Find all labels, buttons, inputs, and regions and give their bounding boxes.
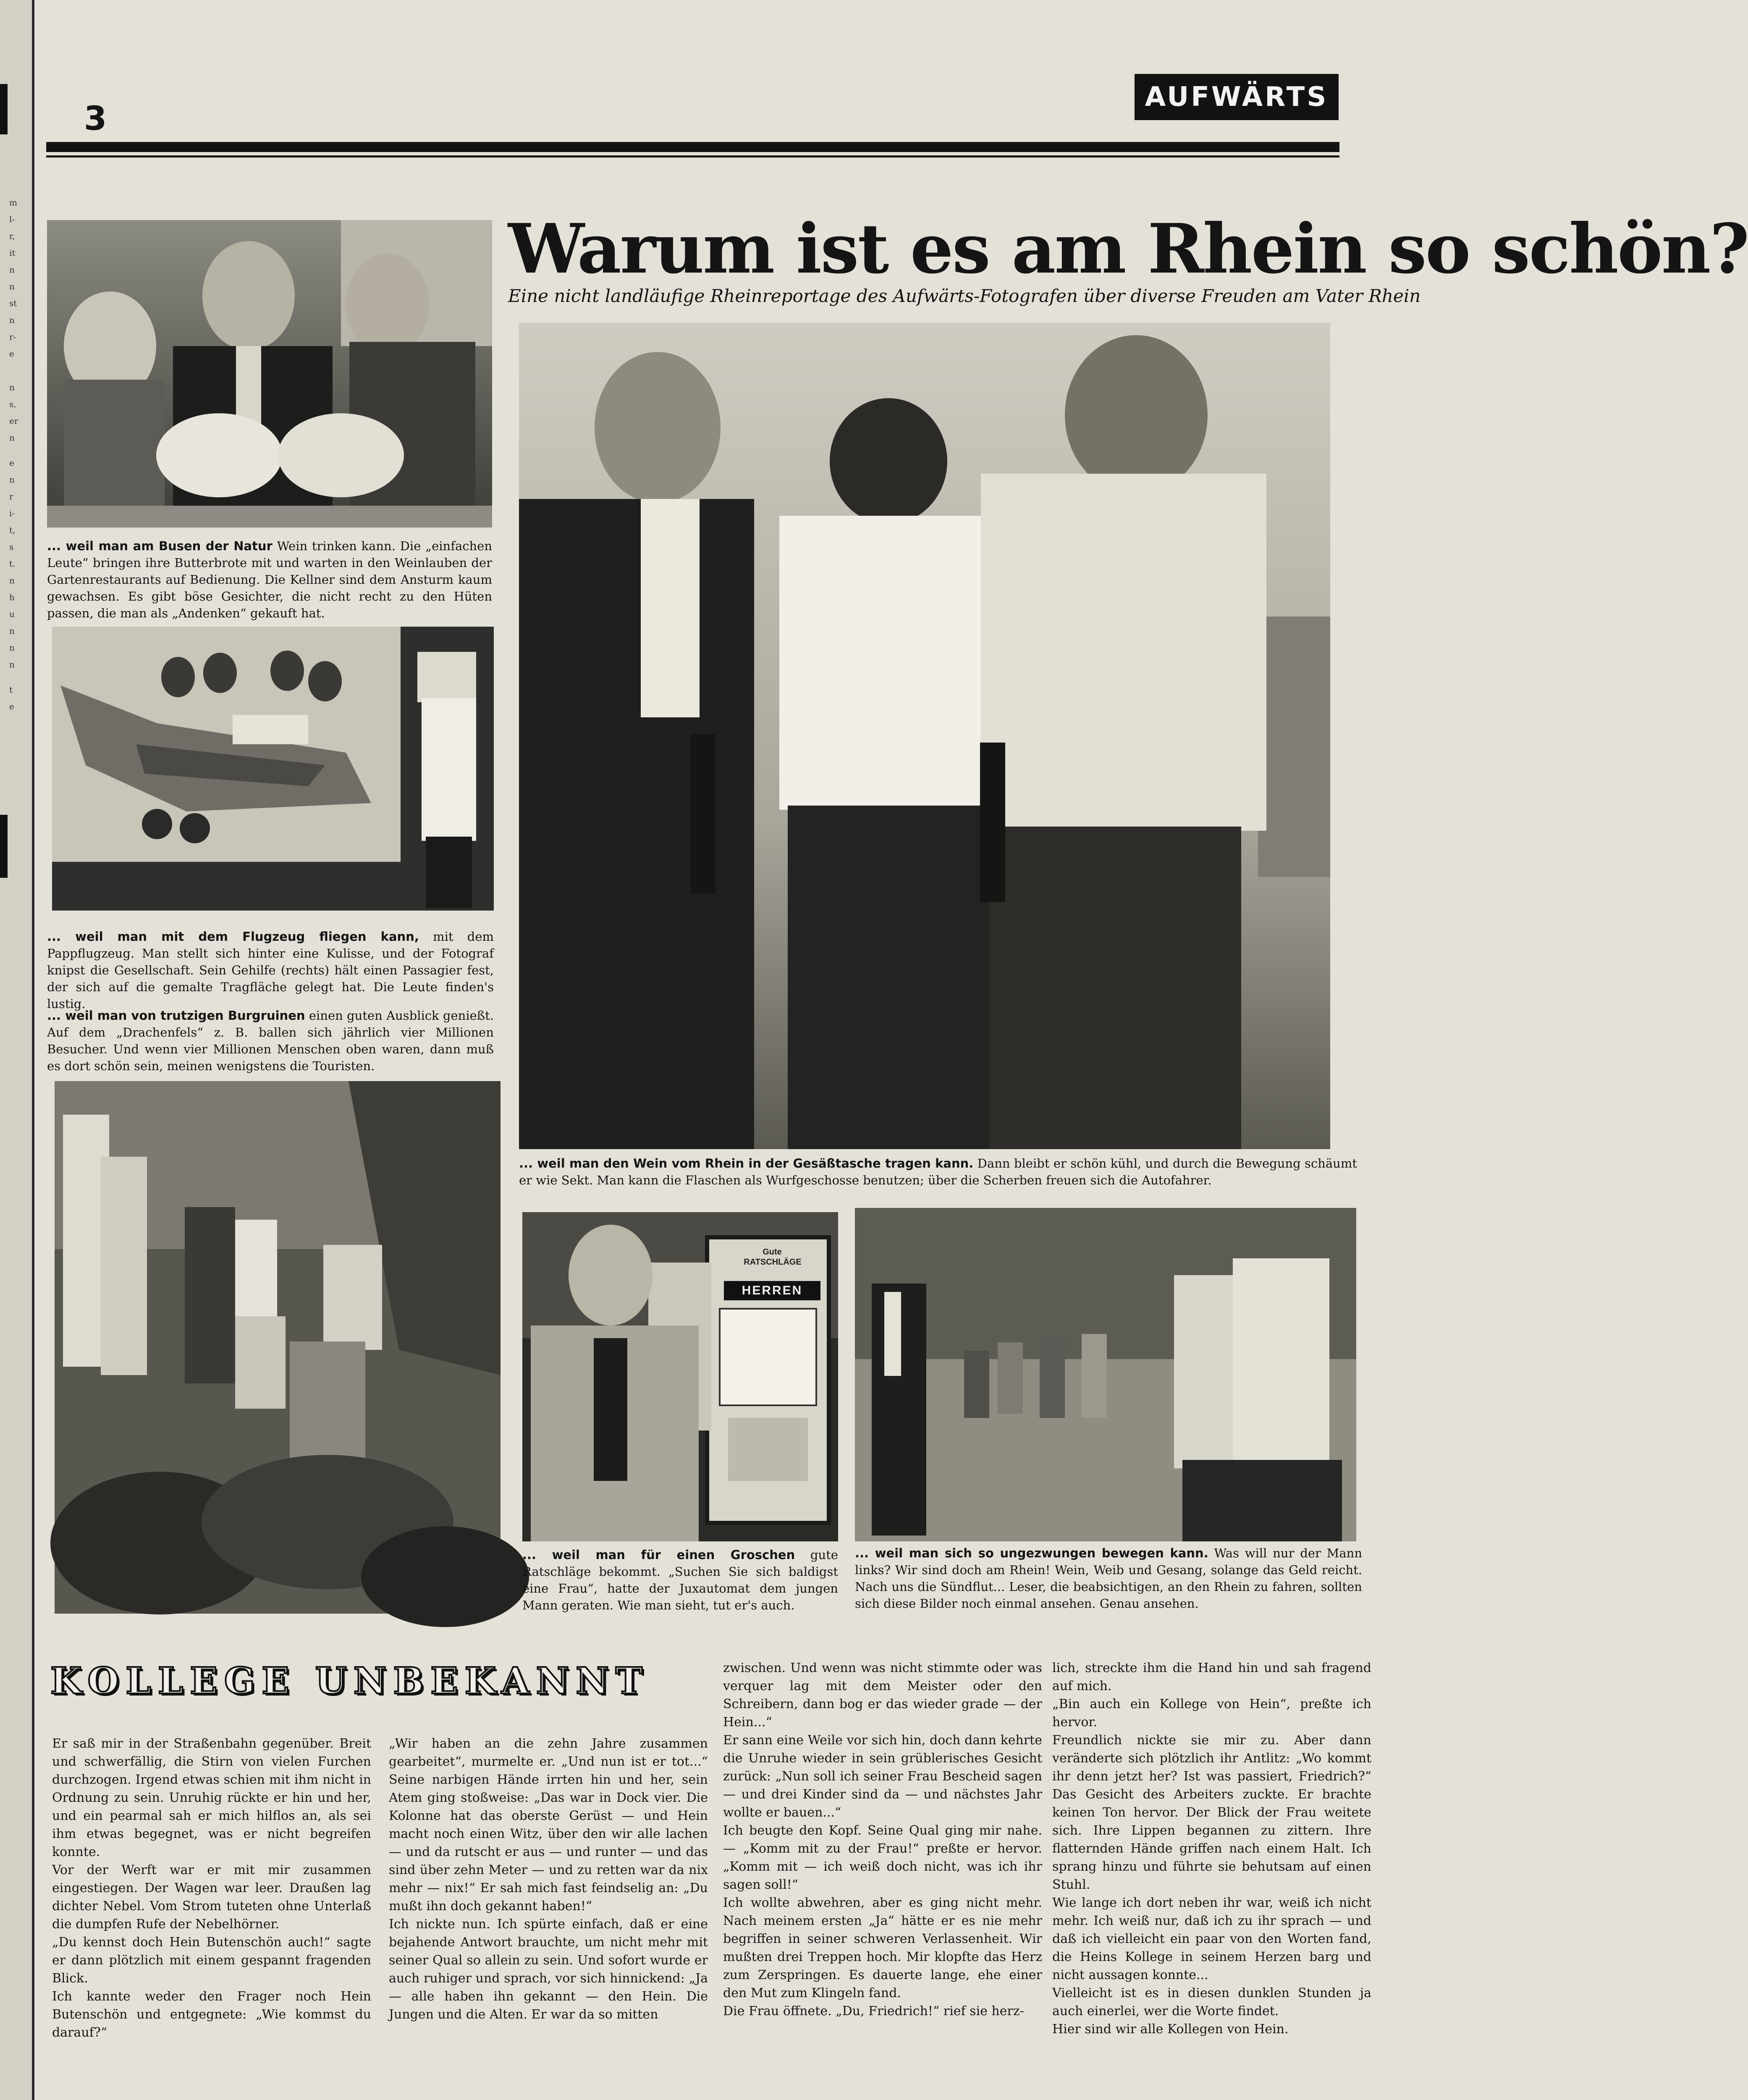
neighbor-fragment: t, <box>9 525 16 535</box>
caption-lead: ... weil man mit dem Flugzeug fliegen kann, <box>47 929 419 944</box>
neighbor-fragment: n <box>9 315 15 325</box>
neighbor-bar <box>0 815 8 878</box>
header-rule <box>46 155 1339 158</box>
neighbor-fragment: r, <box>9 231 15 241</box>
story-paragraph: Ich wollte abwehren, aber es ging nicht mehr. Nach meinem ersten „Ja“ hätte er es nie mehr begriffen in seiner schweren Verlassenheit. Wir mußten drei Treppen hoch. Mir klopfte das Herz zum Zerspringen. Es dauerte lange, ehe einer den Mut zum Klingeln fand. <box>723 1895 1042 2000</box>
caption-text: Was will nur der Mann links? Wir sind doch am Rhein! Wein, Weib und Gesang, solange das Geld reicht. Nach uns die Sündflut... Leser, die beabsichtigen, an den Rhein zu fahren, sollten sich diese Bilder noch einmal ansehen. Genau ansehen. <box>855 1546 1363 1611</box>
neighbor-fragment: m <box>9 197 17 207</box>
sign-text-gute: Gute <box>763 1247 782 1257</box>
caption-lead: ... weil man für einen Groschen <box>522 1548 795 1562</box>
caption-groschen <box>522 1546 838 1614</box>
neighbor-fragment: r- <box>9 332 16 342</box>
story-paragraph: Er sann eine Weile vor sich hin, doch dann kehrte die Unruhe wieder in sein grüblerisches Gesicht zurück: „Nun soll ich seiner Frau Bescheid sagen — und drei Kinder sind da — und nächstes Jahr wollte er bauen...“ <box>723 1733 1042 1820</box>
neighbor-fragment: n <box>9 575 15 585</box>
story-paragraph: Wie lange ich dort neben ihr war, weiß ich nicht mehr. Ich weiß nur, daß ich zu ihr sprach — und daß ich vielleicht ein paar von den Worten fand, die Heins Kollege in seinem Herzen barg und nicht aussagen konnte... <box>1052 1895 1371 1982</box>
neighbor-page-edge <box>0 0 34 2100</box>
caption-text: mit dem Pappflugzeug. Man stellt sich hinter eine Kulisse, und der Fotograf knipst die Gesellschaft. Sein Gehilfe (rechts) hält einen Passagier fest, der sich auf die gemalte Tragfläche gelegt hat. Die Leute finden's lustig. <box>47 929 494 1011</box>
neighbor-fragment: st <box>9 298 17 308</box>
neighbor-fragment: it <box>9 248 16 258</box>
neighbor-fragment: n <box>9 659 15 669</box>
story-paragraph: zwischen. Und wenn was nicht stimmte oder was verquer lag mit dem Meister oder den Schreibern, dann bog er das wieder grade — der Hein...“ <box>723 1661 1042 1730</box>
caption-text: Dann bleibt er schön kühl, und durch die Bewegung schäumt er wie Sekt. Man kann die Flaschen als Wurfgeschosse benutzen; über die Scherben freuen sich die Autofahrer. <box>519 1156 1357 1187</box>
story-column-2 <box>389 1735 708 2024</box>
neighbor-fragment: n <box>9 265 15 275</box>
caption-lead: ... weil man den Wein vom Rhein in der Gesäßtasche tragen kann. <box>519 1156 974 1171</box>
neighbor-fragment: r <box>9 491 13 501</box>
neighbor-bar <box>0 84 8 134</box>
photo-family-with-hats <box>47 220 492 528</box>
story-paragraph: Hier sind wir alle Kollegen von Hein. <box>1052 2022 1289 2037</box>
neighbor-fragment: n <box>9 626 15 636</box>
photo-boy-at-advice-machine <box>522 1212 838 1541</box>
caption-flugzeug <box>47 928 494 1012</box>
caption-lead: ... weil man am Busen der Natur <box>47 539 273 553</box>
caption-lead: ... weil man von trutzigen Burgruinen <box>47 1008 305 1023</box>
caption-burgruinen <box>47 1007 494 1074</box>
photo-tourists-on-ruins <box>55 1081 501 1614</box>
photo-men-strolling <box>855 1208 1356 1541</box>
caption-wein <box>519 1155 1357 1189</box>
story-paragraph: Ich beugte den Kopf. Seine Qual ging mir nahe. — „Komm mit zu der Frau!“ preßte er hervor. „Komm mit — ich weiß doch nicht, was ich ihr sagen soll!“ <box>723 1823 1042 1892</box>
story-column-1 <box>52 1735 371 2042</box>
neighbor-fragment: i- <box>9 508 15 518</box>
story-paragraph: Freundlich nickte sie mir zu. Aber dann veränderte sich plötzlich ihr Antlitz: „Wo kommt ihr denn jetzt her? Ist was passiert, Friedrich?“ Das Gesicht des Arbeiters zuckte. Er brachte keinen Ton hervor. Der Blick der Frau weitete sich. Ihre Lippen begannen zu zittern. Ihre flatternden Hände griffen nach einem Halt. Ich sprang hinzu und führte sie behutsam auf einen Stuhl. <box>1052 1733 1371 1892</box>
header-rule <box>46 142 1339 152</box>
story-column-3 <box>723 1659 1042 2020</box>
story-title: KOLLEGE UNBEKANNT <box>50 1660 649 1702</box>
neighbor-fragment: t <box>9 685 13 695</box>
neighbor-fragment: s <box>9 542 14 552</box>
magazine-badge: AUFWÄRTS <box>1135 74 1339 120</box>
neighbor-fragment: l- <box>9 214 15 224</box>
story-paragraph: lich, streckte ihm die Hand hin und sah fragend auf mich. <box>1052 1661 1371 1693</box>
neighbor-fragment: h <box>9 592 15 602</box>
neighbor-fragment: u <box>9 609 15 619</box>
story-paragraph: Vielleicht ist es in diesen dunklen Stunden ja auch einerlei, wer die Worte findet. <box>1052 1986 1371 2019</box>
caption-natur <box>47 538 492 622</box>
neighbor-fragment: er <box>9 416 18 426</box>
sign-text-ratschlaege: RATSCHLÄGE <box>744 1257 802 1267</box>
neighbor-fragment: n <box>9 643 15 653</box>
neighbor-fragment: n <box>9 433 15 443</box>
article-subheadline: Eine nicht landläufige Rheinreportage des Aufwärts-Fotografen über diverse Freuden am Vater Rhein <box>508 286 1421 306</box>
neighbor-fragment: n <box>9 475 15 485</box>
story-column-4 <box>1052 1659 1371 2038</box>
caption-text: Wein trinken kann. Die „einfachen Leute“ bringen ihre Butterbrote mit und warten in den Weinlauben der Gartenrestaurants auf Bedienung. Die Kellner sind dem Ansturm kaum gewachsen. Es gibt böse Gesichter, die nicht recht zu den Hüten passen, die man als „Andenken“ gekauft hat. <box>47 539 493 620</box>
caption-ungezwungen <box>855 1545 1362 1612</box>
photo-men-with-bottles <box>519 323 1330 1149</box>
page-number: 3 <box>84 100 107 138</box>
story-paragraph: „Bin auch ein Kollege von Hein“, preßte ich hervor. <box>1052 1697 1371 1730</box>
neighbor-fragment: e <box>9 701 14 711</box>
neighbor-fragment: n <box>9 281 15 291</box>
article-headline: Warum ist es am Rhein so schön? <box>508 209 1748 289</box>
story-paragraph: Vor der Werft war er mit mir zusammen eingestiegen. Der Wagen war leer. Draußen lag dichter Nebel. Vom Strom tuteten ohne Unterlaß die dumpfen Rufe der Nebelhörner. <box>52 1863 371 1932</box>
caption-text: einen guten Ausblick genießt. Auf dem „Drachenfels“ z. B. ballen sich jährlich vier Millionen Besucher. Und wenn vier Millionen Menschen oben waren, dann muß es dort schön sein, meinen wenigstens die Touristen. <box>47 1008 494 1073</box>
story-paragraph: „Wir haben an die zehn Jahre zusammen gearbeitet“, murmelte er. „Und nun ist er tot...“ Seine narbigen Hände irrten hin und her, sein Atem ging stoßweise: „Das war in Dock vier. Die Kolonne hat das oberste Gerüst — und Hein macht noch einen Witz, über den wir alle lachen — und da rutscht er aus — und runter — und das sind über zehn Meter — und zu retten war da nix mehr — nix!“ Er sah mich fast feindselig an: „Du mußt ihn doch gekannt haben!“ <box>389 1736 708 1914</box>
neighbor-fragment: e <box>9 349 14 359</box>
neighbor-fragment: e <box>9 458 14 468</box>
neighbor-fragment: s, <box>9 399 16 409</box>
story-paragraph: Er saß mir in der Straßenbahn gegenüber. Breit und schwerfällig, die Stirn von vielen Furchen durchzogen. Irgend etwas schien mit ihm nicht in Ordnung zu sein. Unruhig rückte er hin und her, und ein pearmal sah er mich hilflos an, als sei ihm etwas begegnet, was er nicht begreifen konnte. <box>52 1736 371 1859</box>
neighbor-fragment: n <box>9 382 15 392</box>
caption-lead: ... weil man sich so ungezwungen bewegen kann. <box>855 1546 1208 1560</box>
sign-text-herren: HERREN <box>724 1281 820 1300</box>
story-paragraph: „Du kennst doch Hein Butenschön auch!“ sagte er dann plötzlich mit einem gespannt fragenden Blick. <box>52 1935 371 1986</box>
story-paragraph: Ich nickte nun. Ich spürte einfach, daß er eine bejahende Antwort brauchte, um nicht mehr mit seiner Qual so allein zu sein. Und sofort wurde er auch ruhiger und sprach, vor sich hinnickend: „Ja — alle haben ihn gekannt — den Hein. Die Jungen und die Alten. Er war da so mitten <box>389 1917 708 2022</box>
photo-cardboard-airplane <box>52 627 494 911</box>
caption-text: gute Ratschläge bekommt. „Suchen Sie sich baldigst eine Frau“, hatte der Juxautomat dem jungen Mann geraten. Wie man sieht, tut er's auch. <box>522 1548 838 1612</box>
neighbor-fragment: t. <box>9 559 16 569</box>
story-paragraph: Die Frau öffnete. „Du, Friedrich!“ rief sie herz- <box>723 2004 1024 2019</box>
story-paragraph: Ich kannte weder den Frager noch Hein Butenschön und entgegnete: „Wie kommst du darauf?“ <box>52 1989 371 2040</box>
